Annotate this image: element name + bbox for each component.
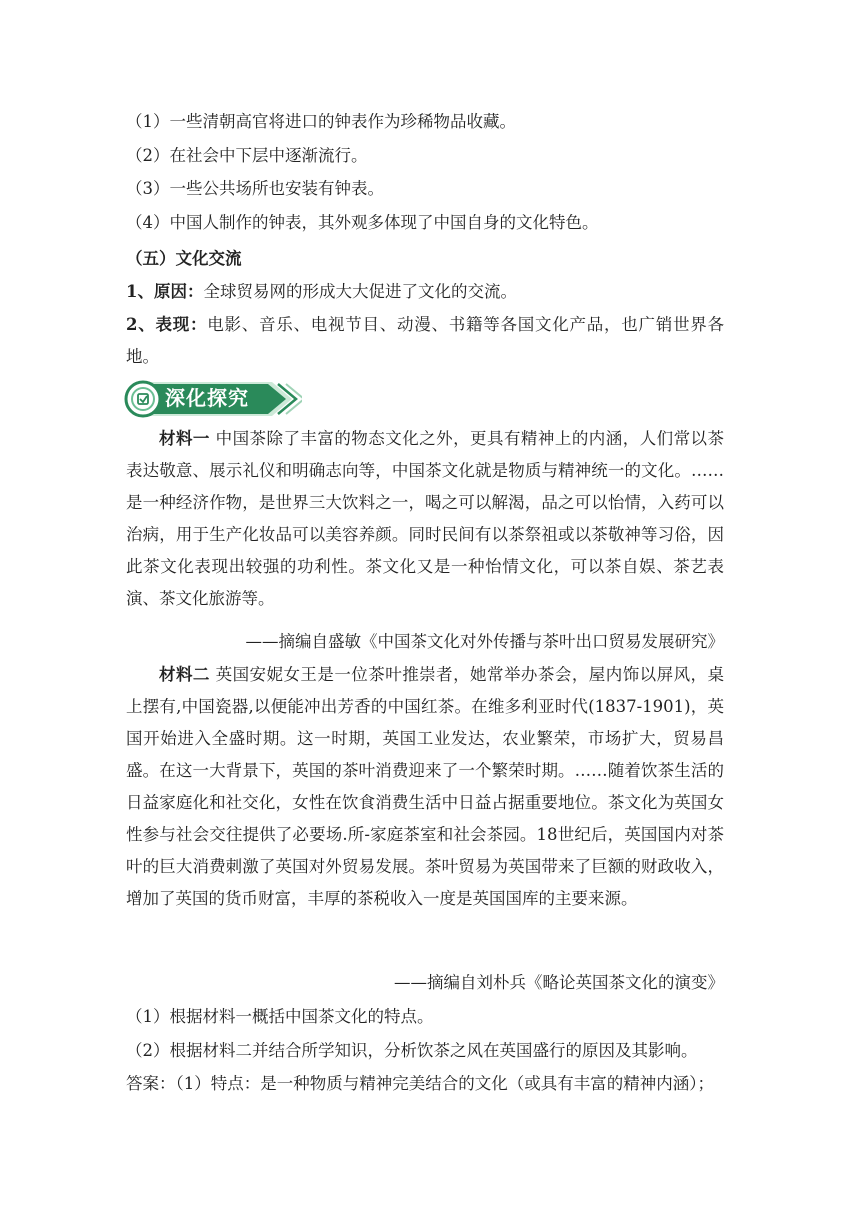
reason-text: 全球贸易网的形成大大促进了文化的交流。	[203, 282, 517, 301]
material-one-label: 材料一	[159, 429, 210, 448]
question-1: （1）根据材料一概括中国茶文化的特点。	[126, 1007, 434, 1026]
trade-impact-item-1: （1）一些清朝高官将进口的钟表作为珍稀物品收藏。	[126, 112, 516, 131]
answer-line: 答案：（1）特点：是一种物质与精神完美结合的文化（或具有丰富的精神内涵）；	[126, 1074, 714, 1093]
reason-label: 1、原因：	[126, 282, 204, 301]
trade-impact-item-2: （2）在社会中下层中逐渐流行。	[126, 146, 368, 165]
banner-inner-circle	[132, 388, 154, 410]
manifest-paragraph	[126, 309, 724, 373]
question-2: （2）根据材料二并结合所学知识，分析饮茶之风在英国盛行的原因及其影响。	[126, 1041, 698, 1060]
material-two-paragraph	[126, 659, 724, 915]
manifest-text: 电影、音乐、电视节目、动漫、书籍等各国文化产品，也广销世界各地。	[126, 315, 724, 366]
section-heading: （五）文化交流	[126, 249, 242, 268]
material-one-paragraph	[126, 423, 724, 615]
material-one-text: 中国茶除了丰富的物态文化之外，更具有精神上的内涵，人们常以茶表达敬意、展示礼仪和明确志向等，中国茶文化就是物质与精神统一的文化。……是一种经济作物，是世界三大饮料之一，喝之可以解渴，品之可以怡情，入药可以治病，用于生产化妆品可以美容养颜。同时民间有以茶祭祖或以茶敬神等习俗，因此茶文化表现出较强的功利性。茶文化又是一种怡情文化，可以茶自娱、茶艺表演、茶文化旅游等。	[126, 429, 725, 608]
trade-impact-item-3: （3）一些公共场所也安装有钟表。	[126, 179, 384, 198]
material-two-text: 英国安妮女王是一位茶叶推崇者，她常举办茶会，屋内饰以屏风，桌上摆有,中国瓷器,以便能冲出芳香的中国红茶。在维多利亚时代(1837-1901)，英国开始进入全盛时期。这一时期，英国工业发达，农业繁荣，市场扩大，贸易昌盛。在这一大背景下，英国的茶叶消费迎来了一个繁荣时期。……随着饮茶生活的日益家庭化和社交化，女性在饮食消费生活中日益占据重要地位。茶文化为英国女性参与社会交往提供了必要场.所-家庭茶室和社会茶园。18世纪后，英国国内对茶叶的巨大消费刺激了英国对外贸易发展。茶叶贸易为英国带来了巨额的财政收入，增加了英国的货币财富，丰厚的茶税收入一度是英国国库的主要来源。	[126, 665, 725, 908]
banner-title: 深化探究	[165, 386, 249, 410]
reason-line	[126, 276, 742, 308]
trade-impact-item-4: （4）中国人制作的钟表，其外观多体现了中国自身的文化特色。	[126, 213, 599, 232]
material-two-source: ——摘编自刘朴兵《略论英国茶文化的演变》	[394, 973, 724, 992]
manifest-label: 2、表现：	[126, 315, 208, 334]
material-one-source: ——摘编自盛敏《中国茶文化对外传播与茶叶出口贸易发展研究》	[245, 632, 724, 651]
material-two-label: 材料二	[159, 665, 210, 684]
